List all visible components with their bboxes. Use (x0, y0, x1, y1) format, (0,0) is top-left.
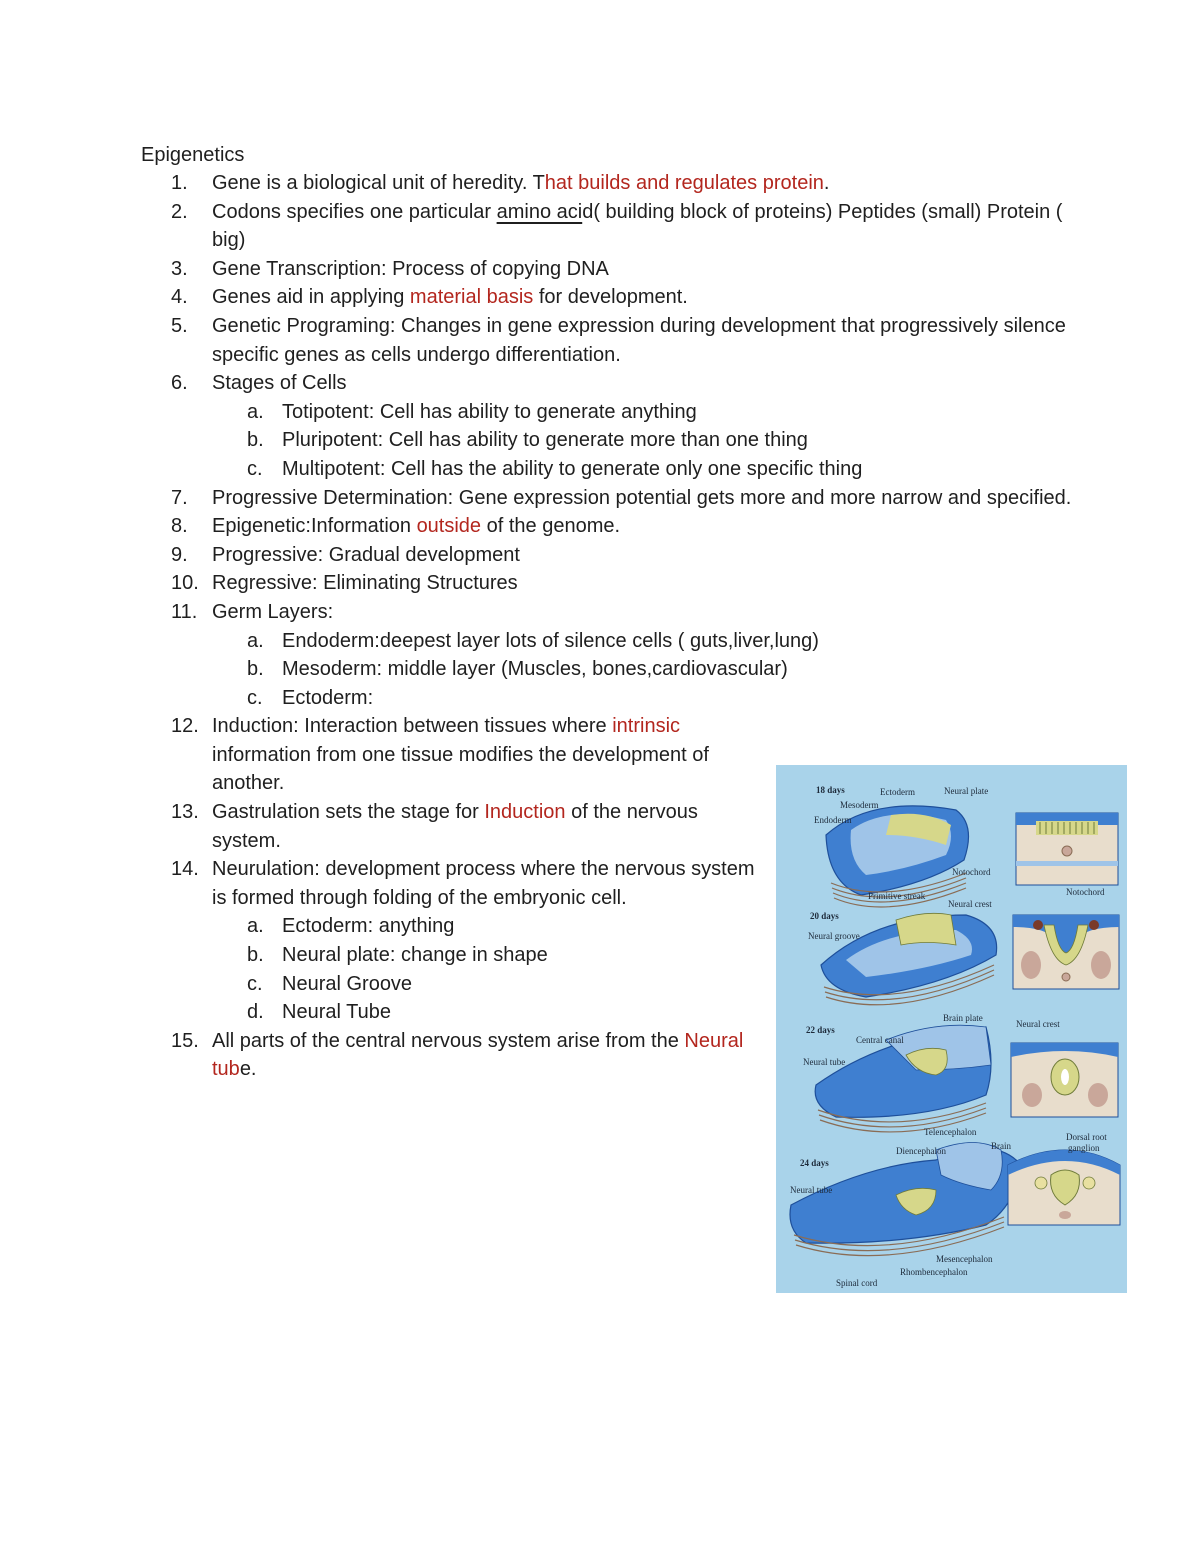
label-dorsal-root: Dorsal root (1066, 1132, 1107, 1142)
label-22-days: 22 days (806, 1025, 835, 1035)
text-run: Germ Layers: (212, 600, 334, 623)
label-brain: Brain (991, 1141, 1011, 1151)
list-text (212, 312, 1081, 369)
list-number: 15. (171, 1029, 199, 1052)
label-24-days: 24 days (800, 1158, 829, 1168)
sub-list-letter: a. (247, 400, 264, 423)
text-run: d( building block of proteins) Peptides (small) Protein ( big) (212, 200, 1063, 252)
list-item (141, 255, 1081, 284)
sub-list-text: Neural Groove (282, 972, 413, 995)
list-item (141, 198, 1081, 255)
cross-section-22-days (1011, 1043, 1118, 1117)
label-rhombencephalon: Rhombencephalon (900, 1267, 968, 1277)
list-number: 12. (171, 715, 199, 738)
label-ectoderm: Ectoderm (880, 787, 915, 797)
text-run: All parts of the central nervous system arise from the (212, 1029, 685, 1052)
sub-list-text: Endoderm:deepest layer lots of silence cells ( guts,liver,lung) (282, 629, 819, 652)
text-run: Regressive: Eliminating Structures (212, 572, 518, 595)
list-text (212, 198, 1081, 255)
label-ganglion: ganglion (1068, 1143, 1100, 1153)
neurulation-diagram (776, 765, 1127, 1293)
text-run: Gene Transcription: Process of copying DNA (212, 257, 609, 280)
text-run: e. (239, 1058, 257, 1081)
text-run: Genetic Programing: Changes in gene expression during development that progressively silence specific genes as cells undergo differentiation. (212, 314, 1066, 366)
highlighted-text: Neural tub (212, 1029, 744, 1081)
sub-list-item (141, 627, 1081, 656)
sub-list-item (141, 655, 1081, 684)
sub-list-text: Multipotent: Cell has the ability to generate only one specific thing (282, 457, 863, 480)
list-text (212, 712, 772, 798)
list-number: 6. (171, 372, 188, 395)
list-item (141, 484, 1081, 513)
label-neural-plate: Neural plate (944, 786, 989, 796)
label-neural-tube-b: Neural tube (790, 1185, 833, 1195)
list-item (141, 598, 1081, 627)
list-text (212, 569, 1081, 598)
list-text (212, 283, 1081, 312)
list-number: 1. (171, 172, 188, 194)
label-neural-tube-a: Neural tube (803, 1057, 846, 1067)
label-notochord-a: Notochord (952, 867, 991, 877)
cross-section-18-days (1016, 813, 1118, 885)
document-title: Epigenetics (141, 144, 245, 166)
list-number: 7. (171, 486, 188, 509)
text-run: Gastrulation sets the stage for (212, 801, 485, 824)
label-mesencephalon: Mesencephalon (936, 1254, 993, 1264)
sub-list-text: Mesoderm: middle layer (Muscles, bones,cardiovascular) (282, 658, 788, 681)
list-number: 2. (171, 200, 188, 223)
text-run: Stages of Cells (212, 372, 347, 395)
text-run: Neurulation: development process where the nervous system is formed through folding of the embryonic cell. (212, 858, 755, 909)
highlighted-text: hat builds and regulates protein (544, 172, 824, 194)
list-item (141, 369, 1081, 398)
sub-list-letter: a. (247, 629, 264, 652)
label-brain-plate: Brain plate (943, 1013, 983, 1023)
sub-list-text: Neural Tube (282, 1001, 391, 1024)
list-number: 3. (171, 257, 188, 280)
sub-list-item (141, 455, 1081, 484)
label-central-canal: Central canal (856, 1035, 904, 1045)
cross-section-24-days (1008, 1150, 1120, 1225)
label-neural-crest-b: Neural crest (1016, 1019, 1060, 1029)
text-run: Codons specifies one particular (212, 200, 497, 223)
label-spinal-cord: Spinal cord (836, 1278, 878, 1288)
sub-list-letter: c. (247, 972, 263, 995)
sub-list-letter: b. (247, 429, 264, 452)
sub-list-letter: b. (247, 658, 264, 681)
label-notochord-b: Notochord (1066, 887, 1105, 897)
list-text (212, 369, 1081, 398)
list-item (141, 512, 1081, 541)
list-text (212, 169, 1081, 198)
label-telencephalon: Telencephalon (924, 1127, 977, 1137)
text-run: of the genome. (481, 515, 621, 538)
sub-list-text: Totipotent: Cell has ability to generate anything (282, 400, 697, 423)
label-mesoderm: Mesoderm (840, 800, 879, 810)
neurulation-figure (776, 765, 1127, 1293)
list-item (141, 169, 1081, 198)
list-item (141, 312, 1081, 369)
sub-list-item (141, 398, 1081, 427)
list-item (141, 283, 1081, 312)
sub-list-item (141, 684, 1081, 713)
cross-section-20-days (1013, 915, 1119, 989)
highlighted-text: Induction (484, 801, 566, 824)
sub-list-letter: c. (247, 457, 263, 480)
list-number: 14. (171, 858, 199, 881)
list-number: 8. (171, 515, 188, 538)
text-run: information from one tissue modifies the development of another. (212, 743, 709, 795)
text-run: Progressive: Gradual development (212, 543, 520, 566)
list-item (141, 541, 1081, 570)
label-20-days: 20 days (810, 911, 839, 921)
list-text (212, 598, 1081, 627)
sub-list-text: Ectoderm: (282, 686, 374, 709)
label-endoderm: Endoderm (814, 815, 852, 825)
text-run: for development. (533, 286, 688, 309)
list-text (212, 855, 772, 912)
list-text (212, 512, 1081, 541)
text-run: of the nervous system. (212, 801, 698, 852)
list-text (212, 541, 1081, 570)
sub-list-text: Neural plate: change in shape (282, 944, 548, 967)
list-number: 11. (171, 600, 198, 623)
highlighted-text: intrinsic (612, 715, 681, 738)
text-run: . (823, 172, 830, 194)
list-number: 4. (171, 286, 188, 309)
list-number: 13. (171, 801, 199, 824)
list-number: 5. (171, 314, 188, 337)
list-text (212, 484, 1081, 513)
label-primitive-streak: Primitive streak (868, 891, 926, 901)
sub-list-text: Ectoderm: anything (282, 915, 455, 938)
list-text (212, 1027, 772, 1084)
label-18-days: 18 days (816, 785, 845, 795)
sub-list-text: Pluripotent: Cell has ability to generate more than one thing (282, 429, 808, 452)
list-text (212, 255, 1081, 284)
label-neural-crest-a: Neural crest (948, 899, 992, 909)
text-run: Induction: Interaction between tissues where (212, 715, 613, 738)
sub-list-letter: a. (247, 915, 264, 938)
label-neural-groove: Neural groove (808, 931, 860, 941)
sub-list-letter: c. (247, 686, 263, 709)
text-run: Epigenetic:Information (212, 515, 417, 538)
text-run: Progressive Determination: Gene expression potential gets more and more narrow and specified. (212, 486, 1072, 509)
text-run: Genes aid in applying (212, 286, 410, 309)
text-run: Gene is a biological unit of heredity. T (212, 172, 545, 194)
label-diencephalon: Diencephalon (896, 1146, 946, 1156)
list-text (212, 798, 772, 855)
sub-list-letter: b. (247, 944, 264, 967)
embryo-20-days (821, 913, 997, 1004)
sub-list-letter: d. (247, 1001, 264, 1024)
highlighted-text: outside (416, 515, 482, 538)
list-number: 9. (171, 543, 188, 566)
highlighted-text: material basis (409, 286, 534, 309)
sub-list-item (141, 426, 1081, 455)
list-number: 10. (171, 572, 199, 595)
list-item (141, 569, 1081, 598)
underlined-text: amino aci (496, 200, 583, 223)
